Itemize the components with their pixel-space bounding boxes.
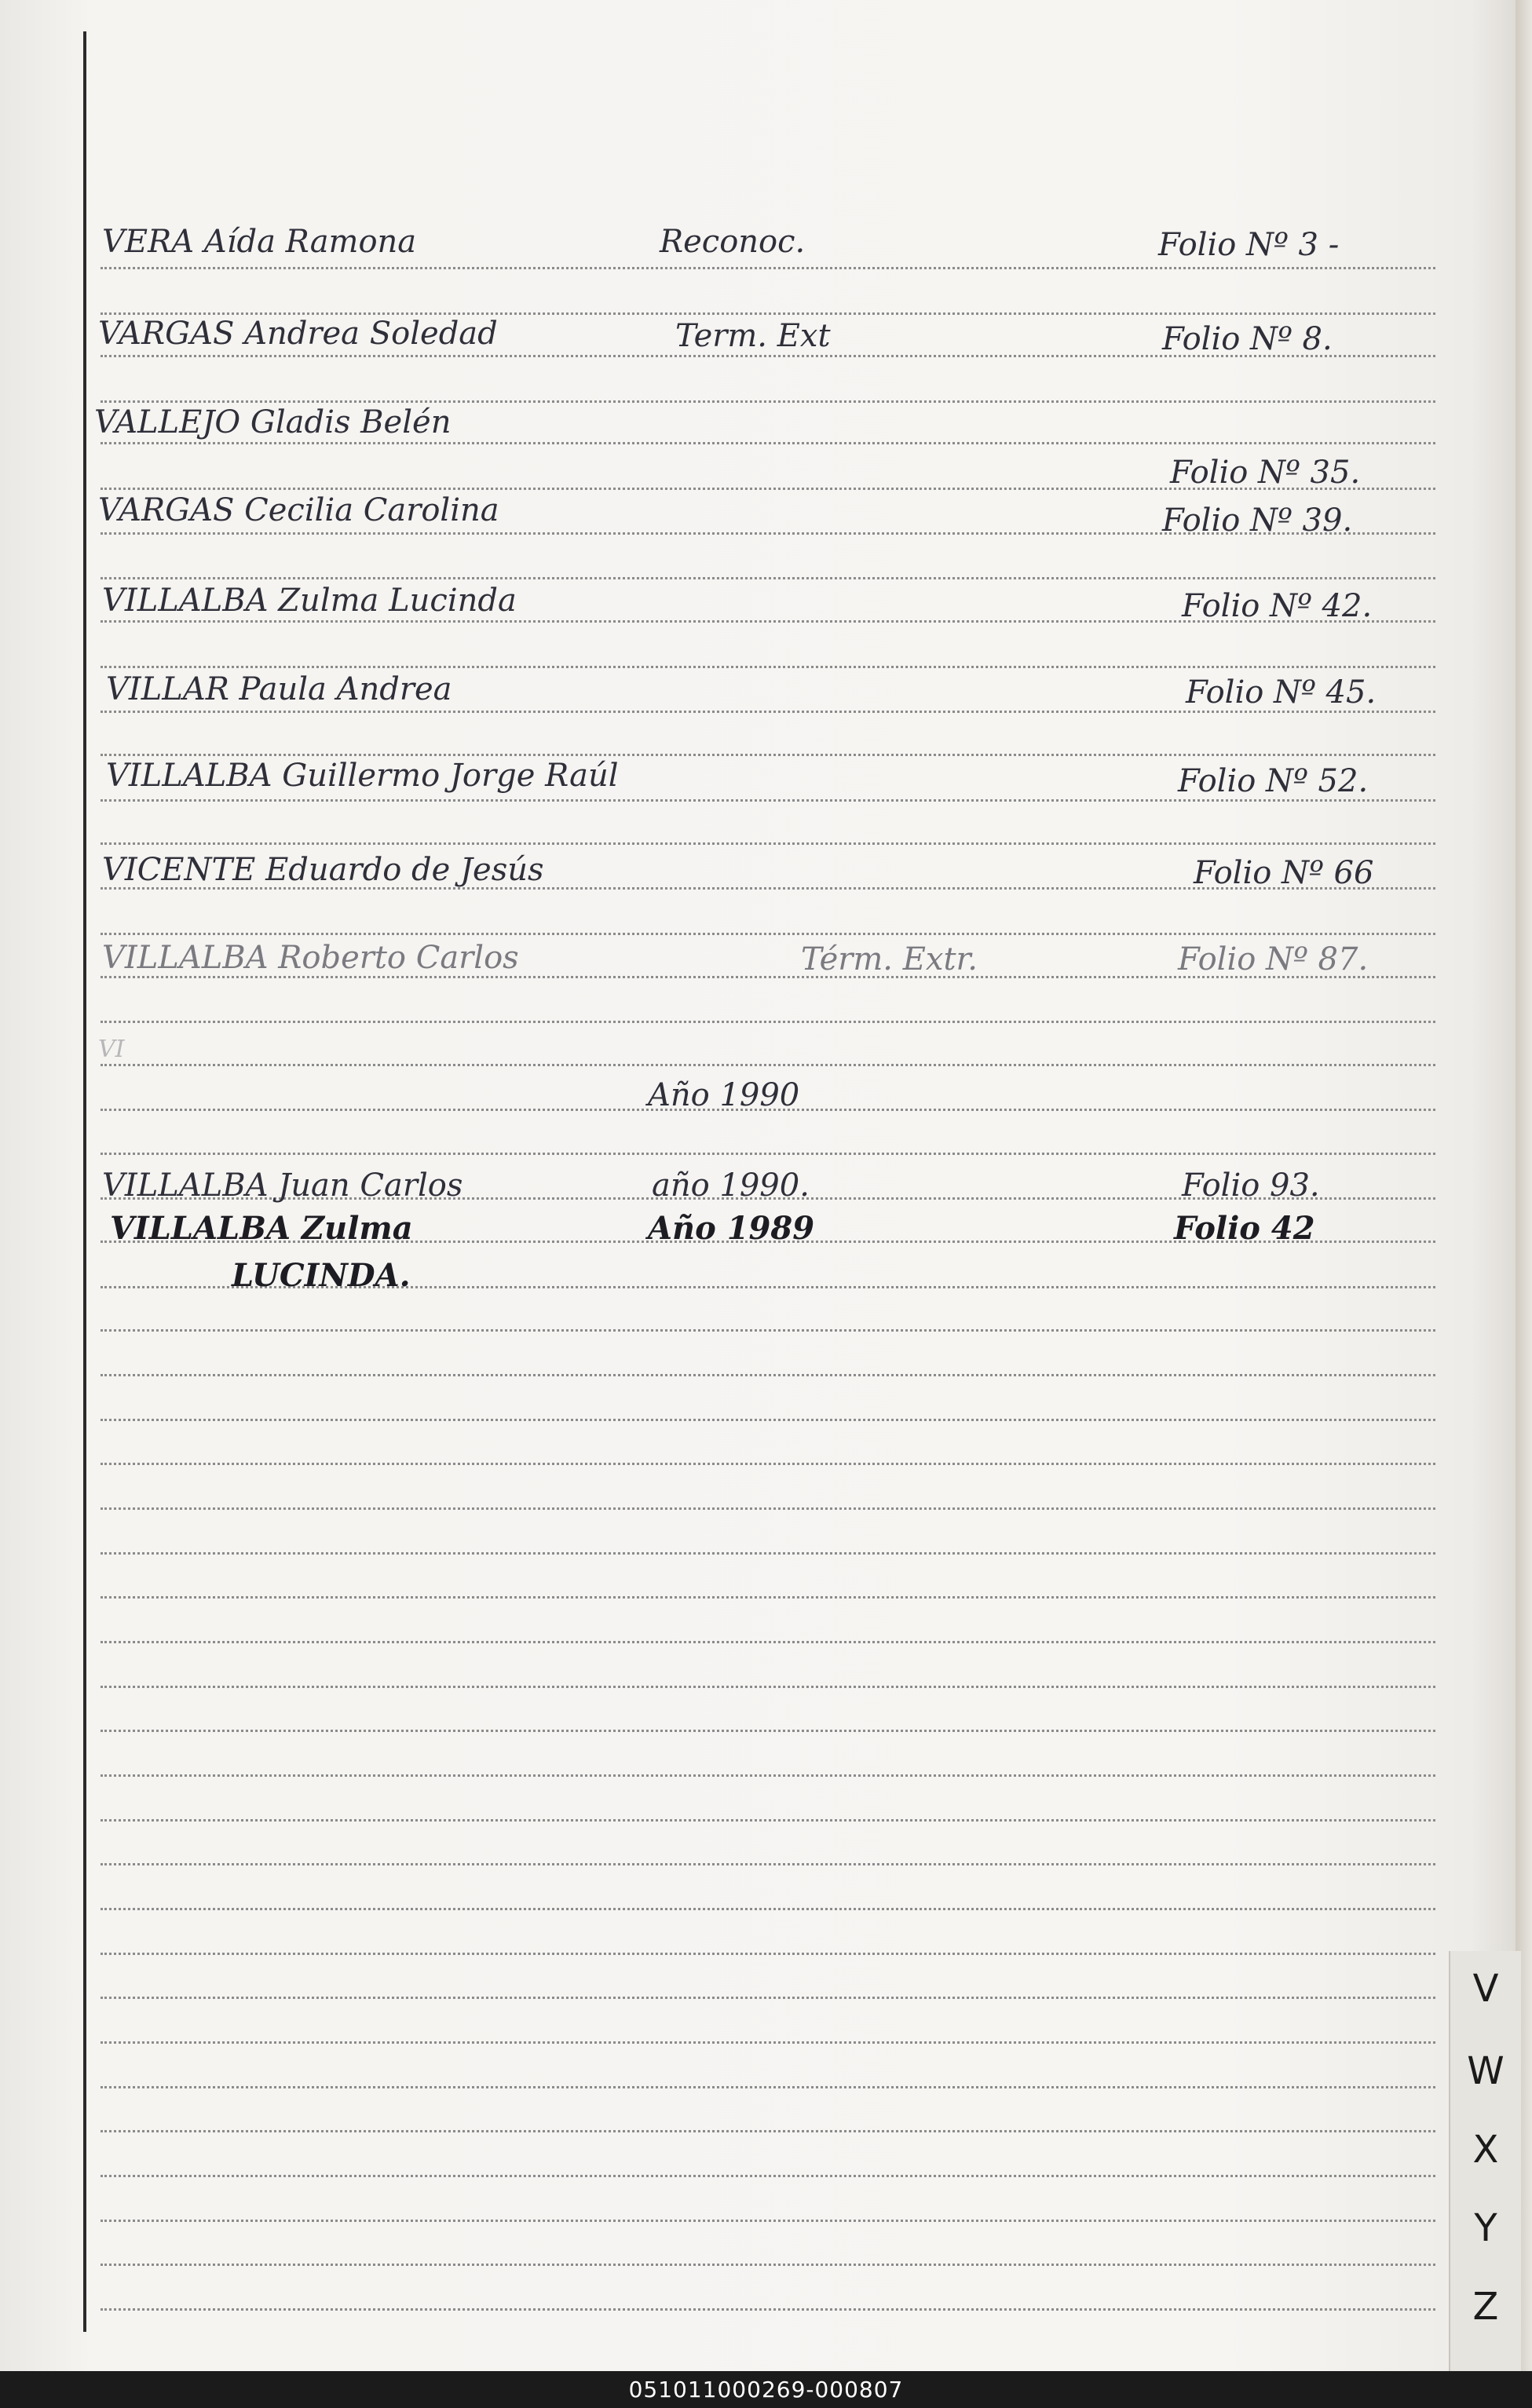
entry-folio: Folio 42 bbox=[1174, 1210, 1315, 1247]
entry-folio: Folio Nº 3 - bbox=[1158, 227, 1340, 263]
entry-folio: Folio 93. bbox=[1182, 1167, 1320, 1204]
entry-name: VILLALBA Juan Carlos bbox=[102, 1167, 463, 1204]
index-tab-v[interactable]: V bbox=[1472, 1967, 1499, 2011]
entry-name: VERA Aída Ramona bbox=[102, 224, 417, 260]
entry-name: VILLAR Paula Andrea bbox=[106, 671, 452, 707]
entry-note: Año 1989 bbox=[648, 1210, 815, 1247]
entry-note: Term. Ext bbox=[675, 318, 831, 354]
index-tab-x[interactable]: X bbox=[1472, 2128, 1499, 2172]
entry-folio: Folio Nº 66 bbox=[1194, 855, 1374, 891]
entry-name: VALLEJO Gladis Belén bbox=[94, 404, 452, 440]
entry-note: Térm. Extr. bbox=[801, 941, 978, 977]
index-tab-y[interactable]: Y bbox=[1474, 2206, 1497, 2250]
margin-line bbox=[83, 31, 86, 2332]
entry-folio: Folio Nº 42. bbox=[1182, 588, 1373, 624]
index-tab-z[interactable]: Z bbox=[1472, 2285, 1499, 2329]
entry-folio: Folio Nº 35. bbox=[1170, 455, 1361, 491]
index-tab-w[interactable]: W bbox=[1467, 2049, 1505, 2093]
entry-note: Reconoc. bbox=[660, 224, 806, 260]
scan-id-footer: 051011000269-000807 bbox=[0, 2371, 1532, 2408]
entry-folio: Folio Nº 39. bbox=[1162, 502, 1353, 539]
entry-name: VARGAS Andrea Soledad bbox=[98, 316, 498, 352]
entry-name: VILLALBA Zulma Lucinda bbox=[102, 583, 517, 619]
alphabet-index-tabs bbox=[1449, 1951, 1521, 2371]
entry-name: VILLALBA Roberto Carlos bbox=[102, 940, 519, 976]
entry-folio: Folio Nº 8. bbox=[1162, 321, 1333, 357]
year-heading: Año 1990 bbox=[648, 1077, 800, 1113]
entry-name: VILLALBA Zulma bbox=[110, 1210, 413, 1247]
entry-name: VARGAS Cecilia Carolina bbox=[98, 492, 499, 528]
entry-name: VICENTE Eduardo de Jesús bbox=[102, 852, 544, 888]
entry-note: año 1990. bbox=[652, 1167, 810, 1204]
entry-name: VILLALBA Guillermo Jorge Raúl bbox=[106, 758, 619, 794]
entry-name: VI bbox=[98, 1036, 125, 1063]
entry-continuation: LUCINDA. bbox=[232, 1257, 411, 1294]
entry-folio: Folio Nº 87. bbox=[1178, 941, 1369, 977]
entry-folio: Folio Nº 52. bbox=[1178, 763, 1369, 799]
entry-folio: Folio Nº 45. bbox=[1186, 674, 1377, 711]
